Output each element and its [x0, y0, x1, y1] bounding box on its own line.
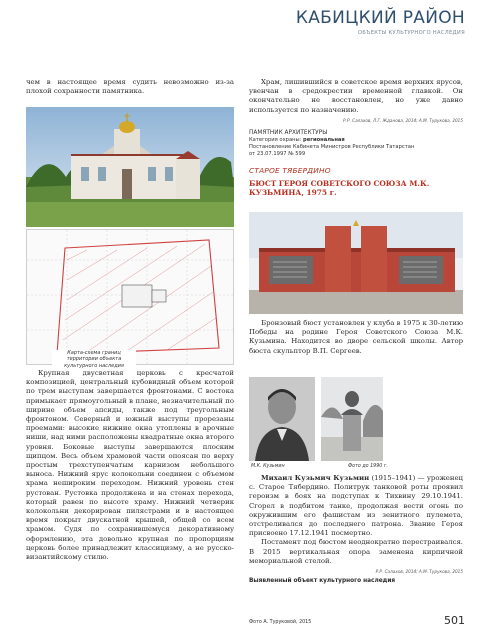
- biography-more: Постамент под бюстом неоднократно перестраивался. В 2015 вертикальная опора заменена кирпичной мемориальной стелой.: [249, 538, 463, 565]
- memorial-photo: [249, 212, 463, 314]
- category-value: региональная: [303, 137, 345, 144]
- section-subtitle: ОБЪЕКТЫ КУЛЬТУРНОГО НАСЛЕДИЯ: [357, 30, 465, 36]
- boundary-map: [26, 229, 234, 365]
- portrait-photo: [249, 377, 315, 461]
- right-column: [249, 78, 463, 198]
- biography-text: [249, 474, 463, 538]
- monument-date: от 23.07.1997 № 599: [249, 151, 306, 158]
- bust-title: БЮСТ ГЕРОЯ СОВЕТСКОГО СОЮЗА М.К. КУЗЬМИНА, 1975 г.: [249, 179, 430, 198]
- monument-block: [249, 130, 463, 158]
- map-caption: Карта-схема границ территории объекта культурного наследия: [52, 350, 136, 369]
- village-name: СТАРОЕ ТЯБЕРДИНО: [249, 166, 331, 176]
- page-number: 501: [444, 614, 465, 627]
- right-intro-text: Храм, лишившийся в советское время верхних ярусов, увенчан в средокрестии временной главкой. Он окончательно не восстановлен, но уже давно используется по назначению.: [249, 78, 463, 114]
- left-intro-text: чем в настоящее время судить невозможно из-за плохой сохранности памятника.: [26, 78, 234, 96]
- portrait-caption: М.К. Кузьмин: [251, 464, 285, 469]
- bust-photo: [321, 377, 383, 461]
- bust-description: [249, 319, 463, 356]
- intro-source: Р.Р. Салахов, Л.Г. Жданова, 2014; А.М. Турукова, 2015: [343, 117, 463, 123]
- region-title: КАБИЦКИЙ РАЙОН: [295, 8, 465, 28]
- bio-source: Р.Р. Салахов, 2014; А.М. Турукова, 2015: [375, 569, 463, 575]
- monument-title: ПАМЯТНИК АРХИТЕКТУРЫ: [249, 129, 328, 136]
- church-description: [26, 369, 234, 562]
- bust-photo-caption: Фото до 1990 г.: [348, 464, 388, 469]
- found-object-label: Выявленный объект культурного наследия: [249, 578, 396, 585]
- left-intro: [26, 78, 234, 96]
- bio-name: Михаил Кузьмич Кузьмин: [261, 474, 370, 482]
- photo-credit: Фото А. Туруковой, 2015: [249, 620, 312, 625]
- monument-category: [249, 137, 463, 144]
- monument-decree: Постановление Кабинета Министров Республики Татарстан: [249, 144, 415, 151]
- biography: [249, 474, 463, 584]
- bust-description-text: Бронзовый бюст установлен у клуба в 1975 к 30-летию Победы на родине Героя Советского Союза М.К. Кузьмина. Находится во дворе сельской школы. Автор бюста скульптор В.П. Сергеев.: [249, 319, 463, 355]
- church-photo: [26, 107, 234, 227]
- church-description-text: Крупная двусветная церковь с кресчатой композицией, центральный кубовидный объем которой по трем выступам завершается фронтонами. С востока примыкает прямоугольный в плане, незначительный по ширине объем апсиды, также под треугольным фронтоном. Северный и южный выступы прорезаны проемами: высокие нижние окна утоплены в арочные ниши, над ними расположены квадратные окна второго уровня. Боковые выступы завершаются плоским щипцом. Весь объем храмовой части опоясан по верху простым трехступенчатым карнизом небольшого выноса. Нижний ярус колокольни соединен с объемом храма нешироким переходом. Нижний уровень стен рустован. Рустовка продолжена и на стенах перехода, который равен по высоте храму. Нижний четверик колокольни декорирован пилястрами и в настоящее время покрыт двускатной крышей, общей со всем храмом. Судя по сохранившемуся декоративному оформлению, эта довольно крупная по пропорциям церковь более принадлежит классицизму, а не русско-византийскому стилю.: [26, 369, 234, 562]
- bio-body: (1915–1941) — уроженец с. Старое Тябердино. Политрук танковой роты проявил героизм в боях на подступах к Тихвину 29.10.1941. Сгорел в подбитом танке, продолжая вести огонь по окружившим его фашистам из зенитного пулемета, отстреливался до последнего патрона. Звание Героя присвоено 17.12.1941 посмертно.: [249, 474, 463, 538]
- category-label: Категория охраны:: [249, 137, 302, 144]
